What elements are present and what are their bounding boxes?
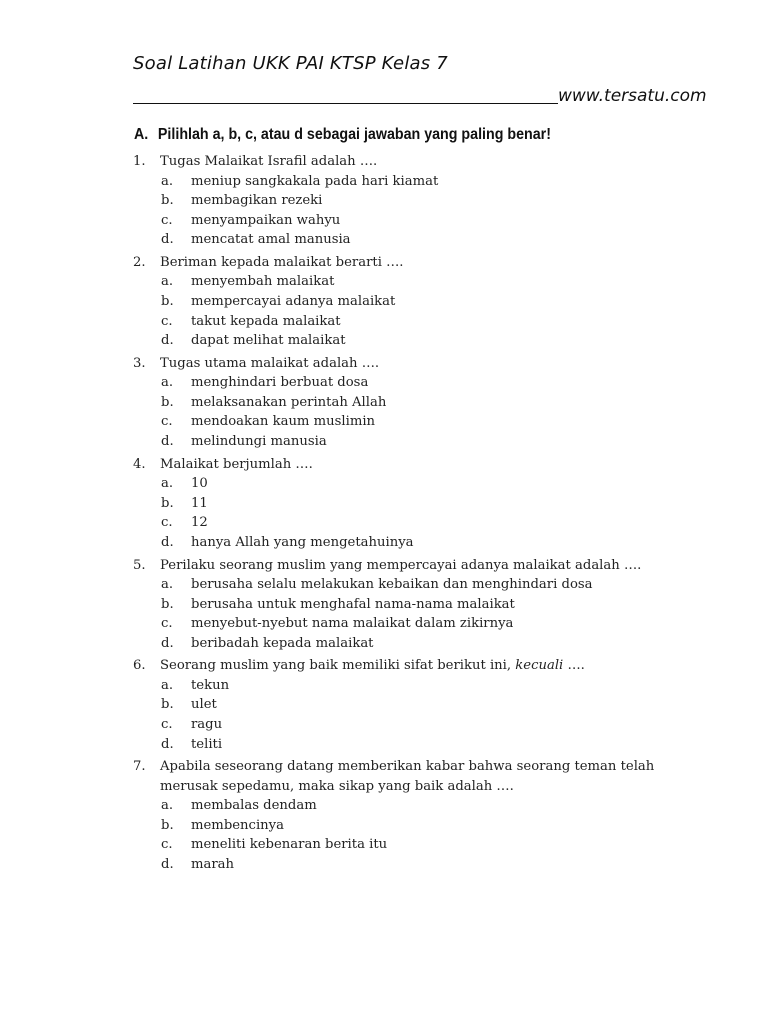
question-4 [133, 455, 673, 553]
option-letter: a. [161, 677, 174, 693]
option-text: mendoakan kaum muslimin [191, 414, 376, 430]
option-text: menghindari berbuat dosa [191, 375, 369, 391]
option-d [161, 533, 673, 553]
section-heading [134, 126, 551, 144]
option-c [161, 312, 673, 332]
option-text: beribadah kepada malaikat [191, 635, 374, 651]
option-letter: d. [161, 857, 174, 873]
question-number: 6. [133, 658, 146, 674]
option-a [161, 172, 673, 192]
option-d [161, 634, 673, 654]
option-letter: c. [161, 212, 173, 228]
option-letter: c. [161, 515, 173, 531]
option-text: hanya Allah yang mengetahuinya [191, 534, 414, 550]
option-letter: b. [161, 495, 174, 511]
option-letter: d. [161, 434, 174, 450]
question-text: Malaikat berjumlah …. [160, 456, 313, 472]
option-list [161, 796, 673, 874]
option-letter: b. [161, 394, 174, 410]
question-list [133, 152, 673, 878]
option-c [161, 715, 673, 735]
option-d [161, 855, 673, 875]
question-text-ellipsis: …. [563, 658, 585, 674]
option-text: dapat melihat malaikat [191, 333, 346, 349]
option-b [161, 816, 673, 836]
option-letter: d. [161, 232, 174, 248]
option-letter: a. [161, 476, 174, 492]
option-letter: d. [161, 534, 174, 550]
option-c [161, 513, 673, 533]
option-text: meniup sangkakala pada hari kiamat [191, 173, 439, 189]
option-b [161, 595, 673, 615]
option-b [161, 292, 673, 312]
option-b [161, 191, 673, 211]
option-letter: a. [161, 173, 174, 189]
question-text: Beriman kepada malaikat berarti …. [160, 254, 404, 270]
question-1 [133, 152, 673, 250]
option-letter: a. [161, 274, 174, 290]
header-underline [133, 103, 558, 104]
option-text: 10 [191, 476, 208, 492]
option-letter: c. [161, 717, 173, 733]
option-text: 11 [191, 495, 208, 511]
question-text: Tugas utama malaikat adalah …. [160, 355, 380, 371]
option-list [161, 172, 673, 250]
question-3 [133, 354, 673, 452]
option-letter: c. [161, 616, 173, 632]
option-letter: b. [161, 193, 174, 209]
option-d [161, 432, 673, 452]
question-6 [133, 656, 673, 754]
question-7 [133, 757, 673, 874]
option-b [161, 494, 673, 514]
option-a [161, 575, 673, 595]
option-text: ragu [191, 717, 223, 733]
option-c [161, 211, 673, 231]
option-c [161, 614, 673, 634]
option-a [161, 272, 673, 292]
option-letter: a. [161, 798, 174, 814]
option-text: berusaha selalu melakukan kebaikan dan menghindari dosa [191, 577, 593, 592]
option-text: ulet [191, 697, 217, 713]
option-text: melindungi manusia [191, 434, 327, 450]
option-text: 12 [191, 515, 208, 531]
website-url: www.tersatu.com [558, 86, 707, 106]
question-number: 3. [133, 355, 146, 371]
question-text: Perilaku seorang muslim yang mempercayai adanya malaikat adalah …. [160, 557, 642, 573]
question-text: Apabila seseorang datang memberikan kabar bahwa seorang teman telah merusak sepedamu, maka sikap yang baik adalah …. [160, 759, 655, 794]
option-list [161, 676, 673, 754]
document-title: Soal Latihan UKK PAI KTSP Kelas 7 [133, 53, 448, 74]
option-a [161, 676, 673, 696]
option-text: mempercayai adanya malaikat [191, 293, 396, 309]
option-text: takut kepada malaikat [191, 313, 341, 329]
option-letter: d. [161, 635, 174, 651]
option-letter: b. [161, 596, 174, 612]
option-text: menyampaikan wahyu [191, 212, 341, 228]
question-number: 5. [133, 557, 146, 573]
option-c [161, 835, 673, 855]
question-2 [133, 253, 673, 351]
option-letter: a. [161, 375, 174, 391]
question-text [160, 656, 673, 676]
option-text: berusaha untuk menghafal nama-nama malaikat [191, 596, 515, 612]
option-list [161, 575, 673, 653]
question-number: 7. [133, 759, 146, 775]
question-text-main: Seorang muslim yang baik memiliki sifat berikut ini, [160, 658, 512, 674]
question-keyword: kecuali [515, 658, 564, 674]
option-d [161, 735, 673, 755]
option-letter: c. [161, 313, 173, 329]
option-a [161, 373, 673, 393]
option-d [161, 331, 673, 351]
question-number: 4. [133, 456, 146, 472]
option-d [161, 230, 673, 250]
option-letter: c. [161, 414, 173, 430]
option-letter: a. [161, 577, 174, 592]
option-c [161, 412, 673, 432]
question-number: 2. [133, 254, 146, 270]
option-text: tekun [191, 677, 230, 693]
option-b [161, 695, 673, 715]
option-letter: b. [161, 817, 174, 833]
option-list [161, 474, 673, 552]
option-text: membencinya [191, 817, 284, 833]
option-letter: b. [161, 293, 174, 309]
question-text: Tugas Malaikat Israfil adalah …. [160, 154, 378, 169]
option-text: menyembah malaikat [191, 274, 335, 290]
option-text: menyebut-nyebut nama malaikat dalam zikirnya [191, 616, 514, 632]
option-text: meneliti kebenaran berita itu [191, 837, 388, 853]
option-list [161, 272, 673, 350]
section-letter: A. [134, 126, 149, 143]
option-letter: d. [161, 333, 174, 349]
option-text: membalas dendam [191, 798, 317, 814]
option-a [161, 474, 673, 494]
option-letter: c. [161, 837, 173, 853]
option-b [161, 393, 673, 413]
option-text: melaksanakan perintah Allah [191, 394, 387, 410]
question-number: 1. [133, 154, 146, 169]
option-text: teliti [191, 736, 223, 752]
option-letter: b. [161, 697, 174, 713]
question-5 [133, 556, 673, 654]
section-instruction: Pilihlah a, b, c, atau d sebagai jawaban yang paling benar! [157, 126, 551, 143]
option-text: marah [191, 857, 235, 873]
option-a [161, 796, 673, 816]
option-letter: d. [161, 736, 174, 752]
option-list [161, 373, 673, 451]
option-text: mencatat amal manusia [191, 232, 351, 248]
option-text: membagikan rezeki [191, 193, 323, 209]
